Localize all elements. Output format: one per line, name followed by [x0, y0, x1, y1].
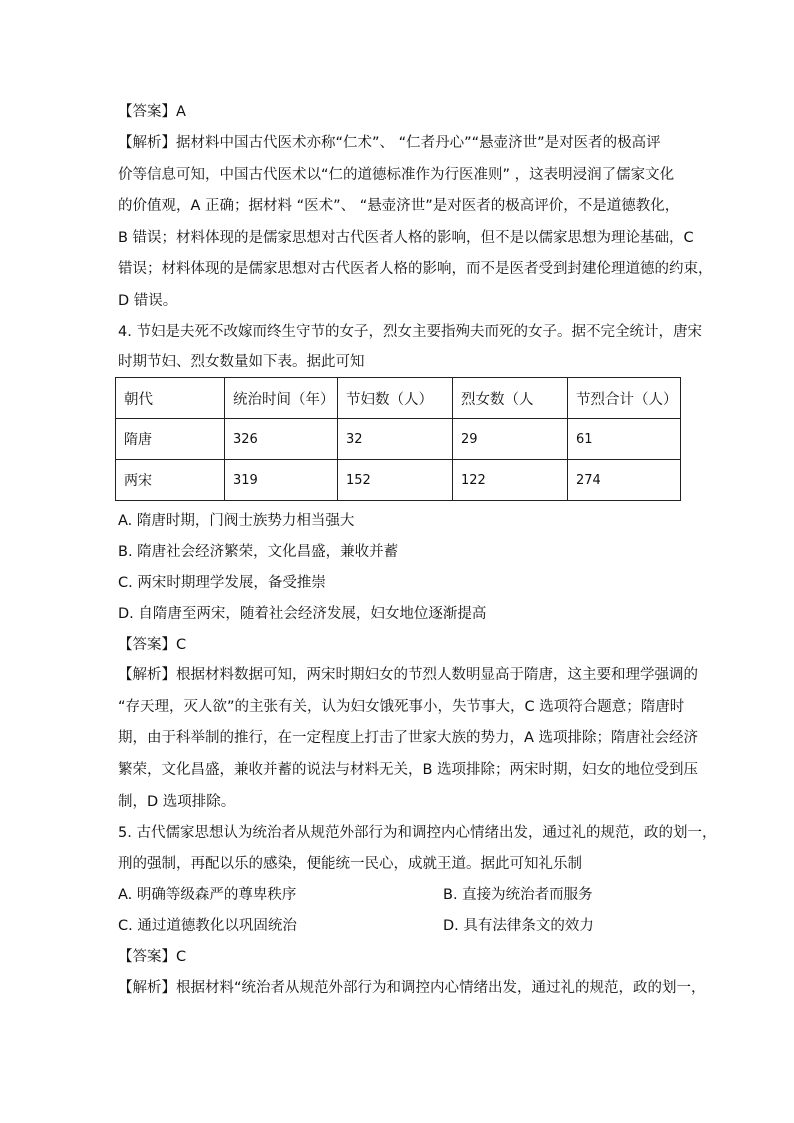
table-header-cell: 烈女数（人 [453, 378, 568, 419]
q4-stem-line: 4. 节妇是夫死不改嫁而终生守节的女子，烈女主要指殉夫而死的女子。据不完全统计，唐宋 [118, 324, 702, 340]
q4-analysis-line: “存天理，灭人欲”的主张有关，认为妇女饿死事小，失节事大，C 选项符合题意；隋唐时 [118, 699, 685, 715]
table-cell: 152 [338, 460, 453, 501]
q3-analysis-line: 错误；材料体现的是儒家思想对古代医者人格的影响，而不是医者受到封建伦理道德的约束， [118, 261, 713, 277]
table-header-cell: 节烈合计（人） [568, 378, 681, 419]
q5-option-b: B. 直接为统治者而服务 [443, 887, 593, 903]
table-cell: 两宋 [116, 460, 225, 501]
q4-analysis-line: 制，D 选项排除。 [118, 794, 236, 810]
table-cell: 隋唐 [116, 419, 225, 460]
q3-analysis-line: B 错误；材料体现的是儒家思想对古代医者人格的影响，但不是以儒家思想为理论基础，C [118, 230, 694, 246]
q5-stem-line: 刑的强制，再配以乐的感染，便能统一民心，成就王道。据此可知礼乐制 [118, 856, 582, 872]
data-table [115, 377, 681, 501]
q4-option-d: D. 自隋唐至两宋，随着社会经济发展，妇女地位逐渐提高 [118, 606, 487, 622]
q4-stem-line: 时期节妇、烈女数量如下表。据此可知 [118, 354, 365, 370]
q3-analysis-line: 【解析】据材料中国古代医术亦称“仁术”、 “仁者丹心”“悬壶济世”是对医者的极高评 [118, 135, 661, 151]
q4-option-a: A. 隋唐时期，门阀士族势力相当强大 [118, 513, 355, 529]
table-cell: 61 [568, 419, 681, 460]
table-cell: 326 [225, 419, 338, 460]
q4-analysis-line: 繁荣，文化昌盛，兼收并蓄的说法与材料无关，B 选项排除；两宋时期，妇女的地位受到压 [118, 762, 699, 778]
q5-option-a: A. 明确等级森严的尊卑秩序 [118, 887, 297, 903]
table-row [116, 419, 681, 460]
q4-analysis-line: 【解析】根据材料数据可知，两宋时期妇女的节烈人数明显高于隋唐，这主要和理学强调的 [118, 667, 698, 683]
table-row [116, 460, 681, 501]
q4-answer: 【答案】C [118, 637, 187, 653]
q4-analysis-line: 期，由于科举制的推行，在一定程度上打击了世家大族的势力，A 选项排除；隋唐社会经济 [118, 730, 699, 746]
q3-analysis-line: 价等信息可知，中国古代医术以“仁的道德标准作为行医准则” ，这表明浸润了儒家文化 [118, 167, 675, 183]
table-header-cell: 节妇数（人） [338, 378, 453, 419]
table-header-cell: 朝代 [116, 378, 225, 419]
q5-option-d: D. 具有法律条文的效力 [443, 918, 594, 934]
table-header-row [116, 378, 681, 419]
table-cell: 319 [225, 460, 338, 501]
q5-option-c: C. 通过道德教化以巩固统治 [118, 918, 297, 934]
q5-stem-line: 5. 古代儒家思想认为统治者从规范外部行为和调控内心情绪出发，通过礼的规范，政的划一， [118, 825, 717, 841]
table-header-cell: 统治时间（年） [225, 378, 338, 419]
q5-analysis-line: 【解析】根据材料“统治者从规范外部行为和调控内心情绪出发，通过礼的规范，政的划一， [118, 980, 706, 996]
table-cell: 32 [338, 419, 453, 460]
q4-option-c: C. 两宋时期理学发展，备受推崇 [118, 575, 326, 591]
q3-analysis-line: D 错误。 [118, 293, 178, 309]
table-cell: 29 [453, 419, 568, 460]
table-cell: 274 [568, 460, 681, 501]
q3-analysis-line: 的价值观，A 正确；据材料 “医术”、 “悬壶济世”是对医者的极高评价，不是道德教化， [118, 198, 680, 214]
q5-answer: 【答案】C [118, 949, 187, 965]
q4-option-b: B. 隋唐社会经济繁荣，文化昌盛，兼收并蓄 [118, 544, 399, 560]
table-cell: 122 [453, 460, 568, 501]
q3-answer: 【答案】A [118, 104, 186, 120]
